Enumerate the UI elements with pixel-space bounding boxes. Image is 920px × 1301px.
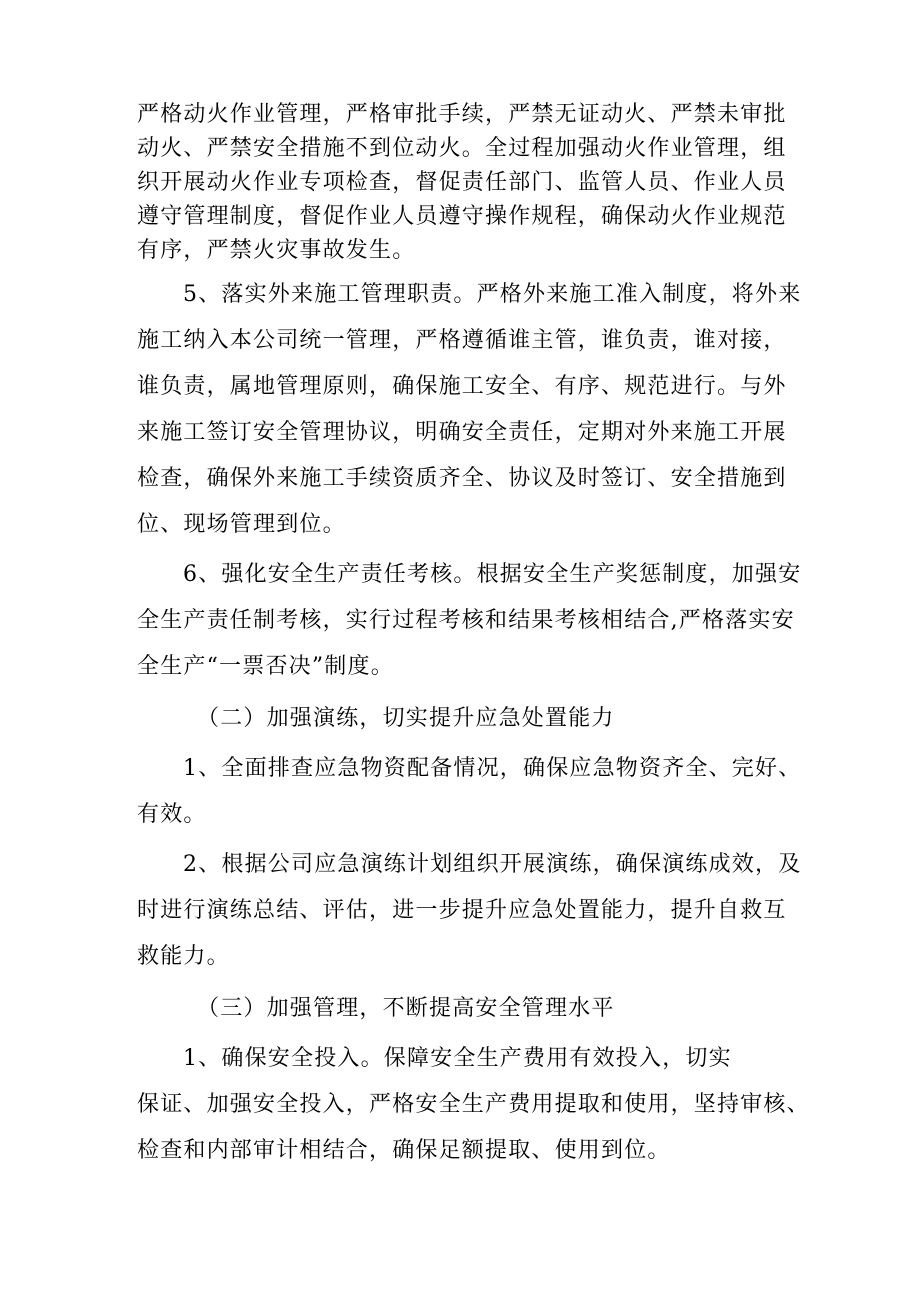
text-line: 全生产“一票否决”制度。 bbox=[137, 654, 394, 679]
text-line: 施工纳入本公司统一管理，严格遵循谁主管，谁负责，谁对接， bbox=[137, 328, 787, 353]
text-line: 动火、严禁安全措施不到位动火。全过程加强动火作业管理，组 bbox=[137, 136, 787, 161]
text-line: 织开展动火作业专项检查，督促责任部门、监管人员、作业人员 bbox=[137, 170, 787, 195]
text-line: 位、现场管理到位。 bbox=[137, 512, 346, 537]
text-line: 5、落实外来施工管理职责。严格外来施工准入制度，将外来 bbox=[183, 282, 802, 307]
text-line: 全生产责任制考核，实行过程考核和结果考核相结合,严格落实安 bbox=[137, 608, 795, 633]
text-line: 1、全面排查应急物资配备情况，确保应急物资齐全、完好、 bbox=[183, 756, 802, 781]
text-line: 检查和内部审计相结合，确保足额提取、使用到位。 bbox=[137, 1138, 671, 1163]
text-line: 救能力。 bbox=[137, 944, 230, 969]
text-line: 检查，确保外来施工手续资质齐全、协议及时签订、安全措施到 bbox=[137, 466, 787, 491]
text-line: 来施工签订安全管理协议，明确安全责任，定期对外来施工开展 bbox=[137, 420, 787, 445]
text-line: 遵守管理制度，督促作业人员遵守操作规程，确保动火作业规范 bbox=[137, 204, 787, 229]
text-line: 时进行演练总结、评估，进一步提升应急处置能力，提升自救互 bbox=[137, 898, 787, 923]
text-line: 严格动火作业管理，严格审批手续，严禁无证动火、严禁未审批 bbox=[137, 102, 787, 127]
text-line: 2、根据公司应急演练计划组织开展演练，确保演练成效，及 bbox=[183, 852, 802, 877]
text-line: 谁负责，属地管理原则，确保施工安全、有序、规范进行。与外 bbox=[137, 374, 787, 399]
text-line: 6、强化安全生产责任考核。根据安全生产奖惩制度，加强安 bbox=[183, 562, 802, 587]
text-line: 有序，严禁火灾事故发生。 bbox=[137, 238, 416, 263]
section-heading: （二）加强演练，切实提升应急处置能力 bbox=[197, 706, 615, 731]
section-heading: （三）加强管理，不断提高安全管理水平 bbox=[197, 996, 615, 1021]
text-line: 1、确保安全投入。保障安全生产费用有效投入，切实 bbox=[183, 1046, 732, 1071]
text-line: 保证、加强安全投入，严格安全生产费用提取和使用，坚持审核、 bbox=[137, 1092, 810, 1117]
text-line: 有效。 bbox=[137, 802, 207, 827]
